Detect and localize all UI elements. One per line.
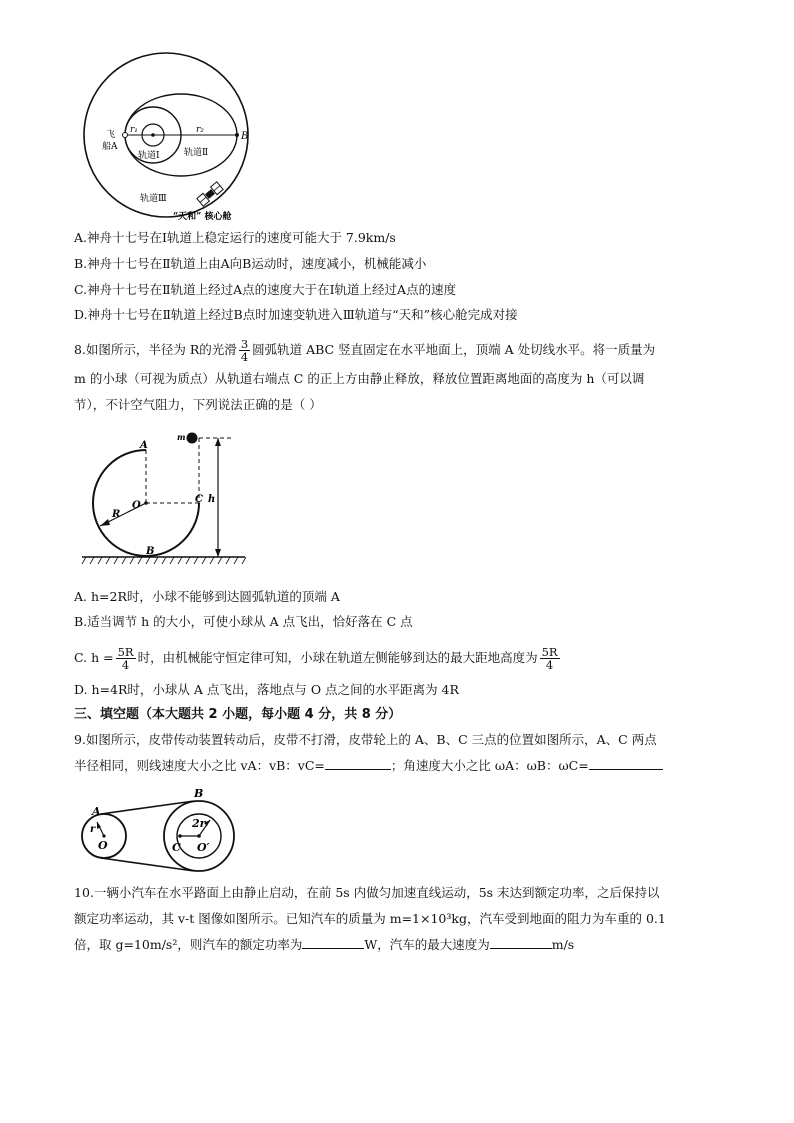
fig-label-b: B <box>146 546 155 557</box>
q9-blank-angular-speed[interactable] <box>589 757 663 770</box>
q8-option-c-frac2-den: 4 <box>545 658 554 672</box>
q7-option-b: B.神舟十七号在Ⅱ轨道上由A向B运动时，速度减小，机械能减小 <box>74 256 427 271</box>
q10-line3-b: W，汽车的最大速度为 <box>364 937 490 952</box>
label-ship-2: 船A <box>102 142 118 152</box>
track-figure <box>80 428 250 576</box>
label-b: B <box>241 131 249 142</box>
q8-line1-pre: 8.如图所示，半径为 R的光滑 <box>74 342 237 357</box>
q8-option-a: A. h=2R时，小球不能够到达圆弧轨道的顶端 A <box>74 589 340 604</box>
fig-label-r: R <box>112 509 121 520</box>
belt-label-c: C <box>172 841 181 854</box>
q9-line2 <box>74 757 663 775</box>
q8-line1-post: 圆弧轨道 ABC 竖直固定在水平地面上，顶端 A 处切线水平。将一质量为 <box>252 342 656 357</box>
label-station: “天和” 核心舱 <box>173 212 232 222</box>
belt-label-o: O <box>98 839 108 852</box>
section3-title: 三、填空题（本大题共 2 小题，每小题 4 分，共 8 分） <box>74 707 402 722</box>
center-point <box>144 501 148 505</box>
q8-line3: 节），不计空气阻力，下列说法正确的是（ ） <box>74 397 322 412</box>
q7-option-c: C.神舟十七号在Ⅱ轨道上经过A点的速度大于在Ⅰ轨道上经过A点的速度 <box>74 282 457 297</box>
q8-option-c-frac-den: 4 <box>121 658 130 672</box>
radius-arrowhead <box>100 519 110 526</box>
label-orbit2: 轨道Ⅱ <box>184 148 209 158</box>
q8-frac-num: 3 <box>240 337 249 351</box>
q10-line1: 10.一辆小汽车在水平路面上由静止启动，在前 5s 内做匀加速直线运动，5s 末达到额定功率，之后保持以 <box>74 885 660 900</box>
q8-option-c-frac2-num: 5R <box>541 645 558 659</box>
point-b <box>235 133 239 137</box>
fig-label-h: h <box>208 494 216 505</box>
height-arrow-top <box>215 438 221 446</box>
label-orbit1: 轨道Ⅰ <box>138 151 160 161</box>
center-o <box>102 834 105 837</box>
center-o-prime <box>197 834 201 838</box>
q8-option-d: D. h=4R时，小球从 A 点飞出，落地点与 O 点之间的水平距离为 4R <box>74 682 459 697</box>
q8-option-c <box>74 646 562 671</box>
q10-line3-a: 倍，取 g=10m/s²，则汽车的额定功率为 <box>74 937 303 952</box>
q8-option-b: B.适当调节 h 的大小，可使小球从 A 点飞出，恰好落在 C 点 <box>74 614 413 629</box>
label-r2: r₂ <box>196 125 204 135</box>
q9-blank-linear-speed[interactable] <box>325 757 391 770</box>
orbit-figure <box>78 46 258 224</box>
q9-line2-a: 半径相同，则线速度大小之比 vA：vB：vC= <box>74 758 325 773</box>
ship-a-point <box>123 133 128 138</box>
belt-label-b: B <box>194 787 204 800</box>
q8-option-c-pre: C. h = <box>74 650 114 665</box>
fig-label-c: C <box>195 494 203 505</box>
q9-line2-b: ；角速度大小之比 ωA：ωB：ωC= <box>390 758 589 773</box>
fig-label-m: m <box>177 432 186 442</box>
q10-line2: 额定功率运动，其 v-t 图像如图所示。已知汽车的质量为 m=1×10³kg，汽车受到地面的阻力为车重的 0.1 <box>74 911 666 926</box>
q8-frac-den: 4 <box>240 350 249 364</box>
space-station-icon <box>197 182 223 206</box>
q8-option-c-frac2 <box>540 646 560 671</box>
q10-blank-max-speed[interactable] <box>490 936 552 949</box>
label-r1: r₁ <box>130 125 138 135</box>
height-arrow-bottom <box>215 549 221 557</box>
q8-line1 <box>74 338 655 363</box>
belt-label-o-prime: O′ <box>197 841 210 854</box>
q8-option-c-frac-num: 5R <box>117 645 134 659</box>
q7-option-a: A.神舟十七号在Ⅰ轨道上稳定运行的速度可能大于 7.9km/s <box>74 230 396 245</box>
q8-option-c-mid: 时，由机械能守恒定律可知，小球在轨道左侧能够到达的最大距地高度为 <box>137 650 538 665</box>
q10-line3-c: m/s <box>551 937 575 952</box>
fig-label-o: O <box>132 500 141 511</box>
q8-line2: m 的小球（可视为质点）从轨道右端点 C 的正上方由静止释放，释放位置距离地面的高度为 h（可以调 <box>74 371 645 386</box>
q8-option-c-frac <box>116 646 136 671</box>
q10-blank-power[interactable] <box>302 936 364 949</box>
q7-option-d: D.神舟十七号在Ⅱ轨道上经过B点时加速变轨进入Ⅲ轨道与“天和”核心舱完成对接 <box>74 307 518 322</box>
point-c <box>178 834 182 838</box>
label-ship-1: 飞 <box>106 130 116 140</box>
belt-label-2r: 2r <box>192 817 206 830</box>
q8-fraction <box>239 338 250 363</box>
q10-line3 <box>74 936 574 954</box>
belt-label-a: A <box>92 805 101 818</box>
ball <box>187 433 198 444</box>
belt-figure <box>76 785 246 875</box>
fig-label-a: A <box>140 440 148 451</box>
ground-hatching <box>82 557 246 564</box>
label-orbit3: 轨道Ⅲ <box>140 194 167 204</box>
q9-line1: 9.如图所示，皮带传动装置转动后，皮带不打滑，皮带轮上的 A、B、C 三点的位置如图所示，A、C 两点 <box>74 732 657 747</box>
belt-label-r: r <box>90 824 96 835</box>
